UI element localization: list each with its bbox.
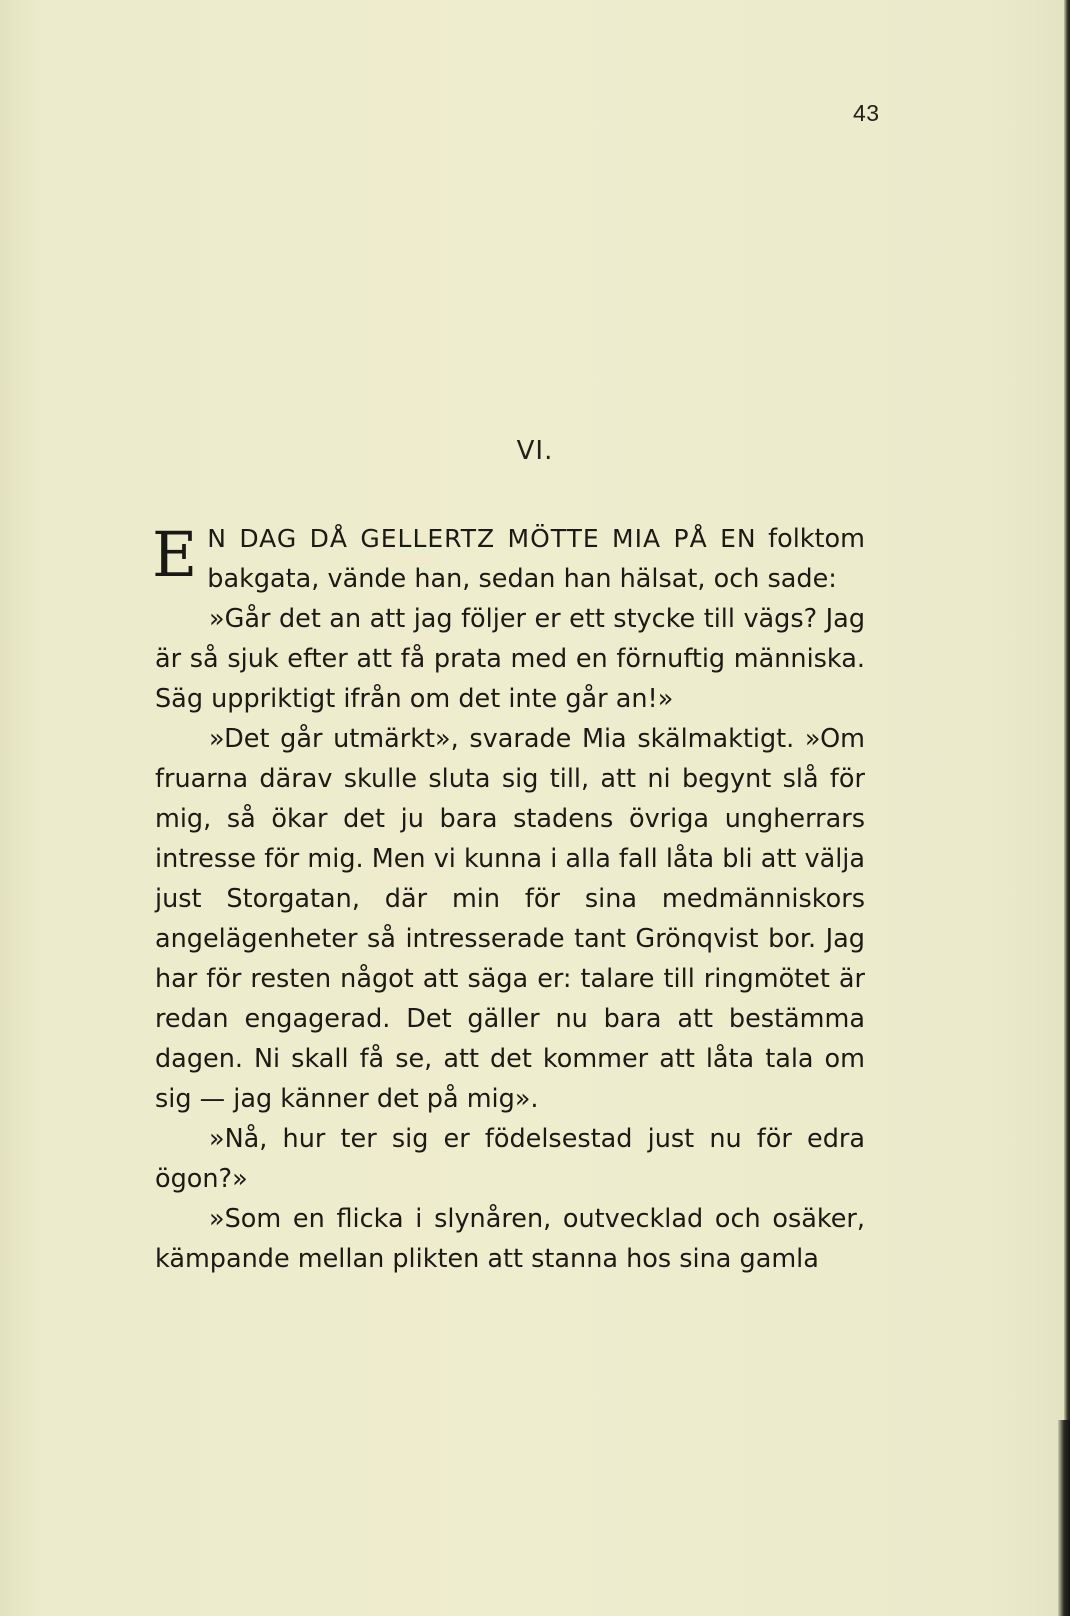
paragraph: »Går det an att jag följer er ett stycke till vägs? Jag är så sjuk efter att få prata med en förnuftig människa. Säg uppriktigt ifrån om det inte går an!»: [155, 604, 865, 714]
body-text: [152, 518, 865, 1279]
page-number: 43: [853, 100, 880, 126]
drop-cap: E: [152, 518, 198, 591]
chapter-heading: VI.: [516, 436, 554, 466]
page-edge-shadow: [1064, 0, 1070, 1616]
paragraph: »Som en flicka i slynåren, outvecklad och osäker, kämpande mellan plikten att stanna hos sina gamla: [155, 1204, 865, 1274]
paragraph: »Nå, hur ter sig er födelsestad just nu för edra ögon?»: [155, 1124, 865, 1194]
opening-paragraph: [152, 518, 865, 599]
page-edge-shadow-bottom: [1058, 1420, 1070, 1616]
paragraph: »Det går utmärkt», svarade Mia skälmaktigt. »Om fruarna därav skulle sluta sig till, att ni begynt slå för mig, så ökar det ju bara stadens övriga ungherrars intresse för mig. Men vi kunna i alla fall låta bli att välja just Storgatan, där min för sina medmänniskors angelägenheter så intresserade tant Grönqvist bor. Jag har för resten något att säga er: talare till ringmötet är redan engagerad. Det gäller nu bara att bestämma dagen. Ni skall få se, att det kommer att låta tala om sig — jag känner det på mig».: [155, 724, 865, 1114]
opening-rest: folktom bakgata, vände han, sedan han hälsat, och sade:: [207, 524, 865, 594]
opening-caps: N DAG DÅ GELLERTZ MÖTTE MIA PÅ EN: [207, 524, 757, 553]
